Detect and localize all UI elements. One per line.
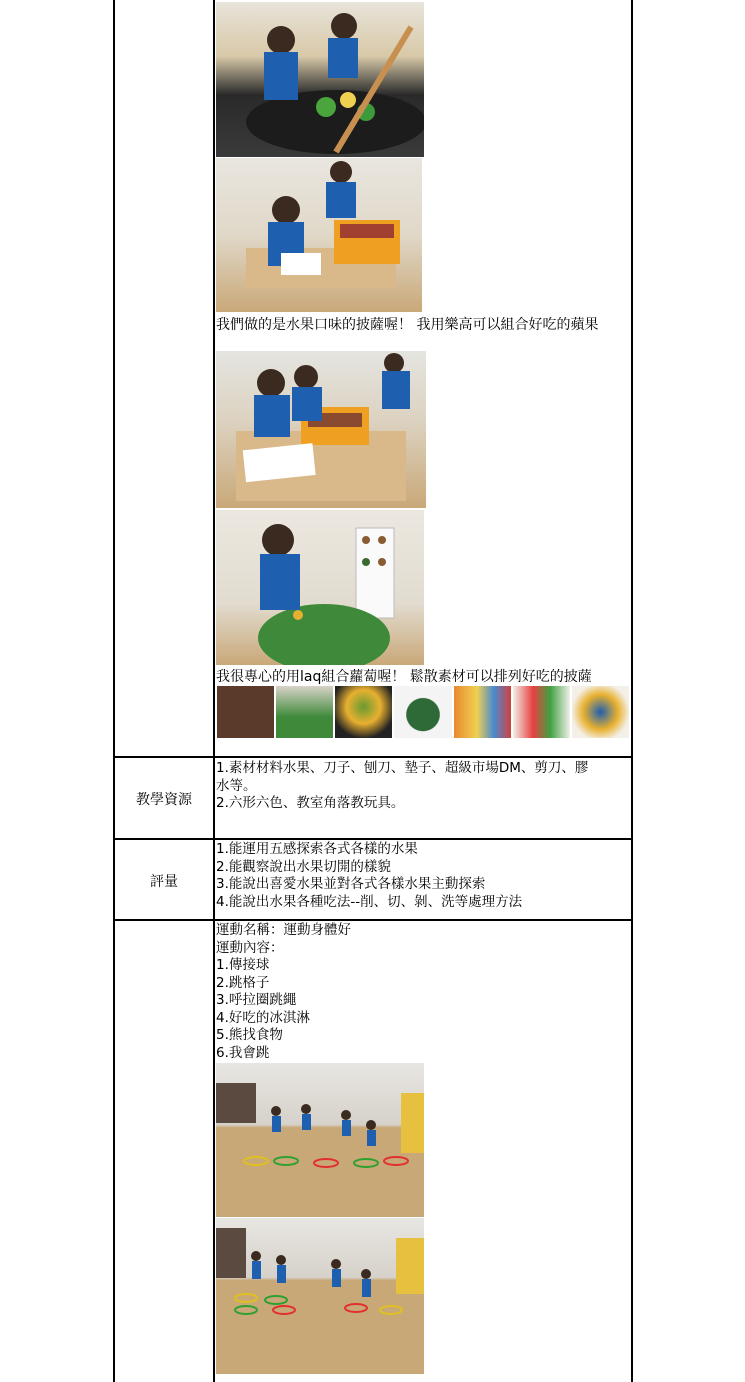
photo-gym-hoops-1 [216, 1063, 424, 1217]
exercise-line-3: 1.傳接球 [216, 957, 270, 973]
photo-grass-mat [276, 686, 333, 738]
caption-pizza: 我們做的是水果口味的披薩喔！ 我用樂高可以組合好吃的蘋果 [216, 317, 599, 333]
photo-pegboard [217, 686, 274, 738]
photo-grid-leaf [394, 686, 451, 738]
resources-line-1: 1.素材材料水果、刀子、刨刀、墊子、超級市場DM、剪刀、膠 [216, 760, 589, 776]
text-exercise [216, 922, 351, 1062]
photo-fruit-cards [513, 686, 570, 738]
assessment-line-2: 2.能觀察說出水果切開的樣貌 [216, 858, 391, 875]
exercise-line-7: 5.熊找食物 [216, 1027, 283, 1043]
photo-gym-hoops-2 [216, 1218, 424, 1374]
photo-children-lego-table [216, 158, 422, 312]
photo-strip [217, 686, 629, 738]
assessment-line-1: 1.能運用五感探索各式各樣的水果 [216, 841, 418, 857]
assessment-line-3: 3.能說出喜愛水果並對各式各樣水果主動探索 [216, 876, 486, 892]
photo-colored-blocks [454, 686, 511, 738]
exercise-line-8: 6.我會跳 [216, 1044, 270, 1061]
assessment-line-4: 4.能說出水果各種吃法--削、切、剝、洗等處理方法 [216, 893, 523, 910]
row-divider-3 [113, 919, 633, 921]
photo-child-grass-table [216, 510, 424, 665]
exercise-line-4: 2.跳格子 [216, 974, 270, 991]
photo-tree-board [335, 686, 392, 738]
label-assessment: 評量 [150, 874, 178, 890]
photo-children-sorting [216, 351, 426, 508]
table-border-mid [213, 0, 215, 1382]
resources-line-2: 水等。 [216, 777, 257, 794]
text-assessment [216, 841, 522, 911]
resources-line-3: 2.六形六色、教室角落教玩具。 [216, 795, 405, 811]
exercise-line-2: 運動內容： [216, 939, 284, 956]
photo-fruit-toys [572, 686, 629, 738]
exercise-line-1: 運動名稱：運動身體好 [216, 922, 351, 938]
table-border-right [631, 0, 633, 1382]
label-resources: 教學資源 [136, 792, 192, 808]
table-border-left [113, 0, 115, 1382]
exercise-line-5: 3.呼拉圈跳繩 [216, 992, 297, 1008]
text-resources [216, 760, 588, 813]
row-divider-1 [113, 756, 633, 758]
caption-grapes: 我很專心的用laq組合蘿蔔喔！ 鬆散素材可以排列好吃的披薩 [216, 669, 592, 685]
row-divider-2 [113, 838, 633, 840]
photo-children-play-dough [216, 2, 424, 157]
exercise-line-6: 4.好吃的冰淇淋 [216, 1009, 310, 1026]
